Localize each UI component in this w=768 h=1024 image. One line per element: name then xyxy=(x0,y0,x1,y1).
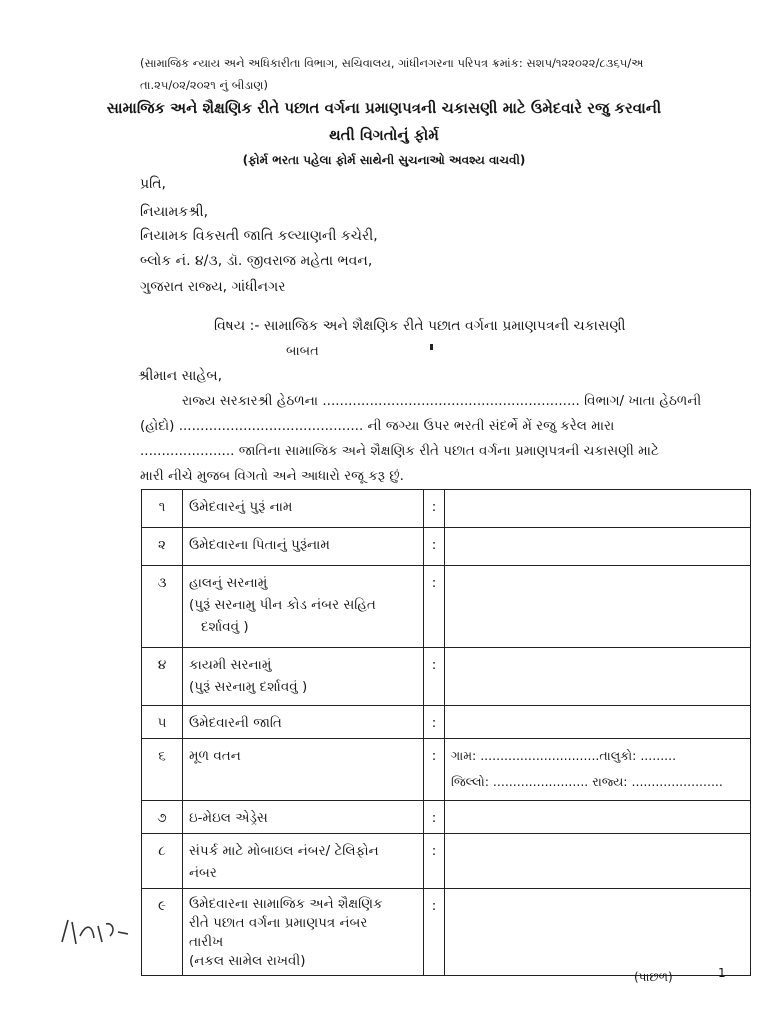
row-number: ૬ xyxy=(142,739,183,801)
row-label: ઉમેદવારની જાતિ xyxy=(183,706,424,739)
phone-field[interactable] xyxy=(445,834,751,889)
row-label-line: (પુરૂં સરનામુ દર્શાવવું ) xyxy=(189,679,308,695)
page-number: 1 xyxy=(718,966,726,980)
current-address-field[interactable] xyxy=(445,566,751,648)
table-row xyxy=(142,834,751,889)
row-label: ઉમેદવારનું પુરૂં નામ xyxy=(183,490,424,528)
table-row xyxy=(142,648,751,706)
turn-over-label: (પાછળ) xyxy=(634,970,673,984)
letter-paragraph-line-3: ...................... જાતિના સામાજિક અને શૈક્ષણિક રીતે પછાત વર્ગના પ્રમાણપત્રની ચકાસણી માટે xyxy=(140,443,659,459)
row-number: ૯ xyxy=(142,889,183,976)
table-row xyxy=(142,566,751,648)
row-number: ૭ xyxy=(142,801,183,834)
row-number: ૩ xyxy=(142,566,183,648)
full-name-field[interactable] xyxy=(445,490,751,528)
father-name-field[interactable] xyxy=(445,528,751,566)
letter-paragraph-line-2: (હોદો) ........................................... ની જગ્યા ઉપર ભરતી સંદર્ભે મેં રજુ કરેલ મારા xyxy=(140,418,615,434)
row-label: મૂળ વતન xyxy=(183,739,424,801)
handwritten-mark xyxy=(58,912,134,952)
address-line-3: બ્લોક નં. ૪/૩, ડૉ. જીવરાજ મહેતા ભવન, xyxy=(140,253,373,269)
form-title-continued: થતી વિગતોનું ફોર્મ xyxy=(329,126,439,144)
circular-reference-date: તા.૨૫/૦૨/૨૦૨૧ નું બીડાણ) xyxy=(140,78,268,92)
address-line-2: નિયામક વિકસતી જાતિ કલ્યાણની કચેરી, xyxy=(140,228,378,244)
row-label-line: નંબર xyxy=(189,865,217,881)
form-title: સામાજિક અને શૈક્ષણિક રીતે પછાત વર્ગના પ્રમાણપત્રની ચકાસણી માટે ઉમેદવારે રજુ કરવાની xyxy=(106,99,662,117)
email-field[interactable] xyxy=(445,801,751,834)
row-label-line: રીતે પછાત વર્ગના પ્રમાણપત્ર નંબર xyxy=(189,915,368,931)
letter-paragraph-line-4: મારી નીચે મુજબ વિગતો અને આધારો રજૂ કરૂ છું. xyxy=(140,468,404,484)
row-number: ૪ xyxy=(142,648,183,706)
row-number: ૫ xyxy=(142,706,183,739)
row-colon: : xyxy=(424,739,445,801)
scan-mark xyxy=(430,344,433,350)
table-row xyxy=(142,739,751,801)
address-line-1: નિયામકશ્રી, xyxy=(140,204,209,220)
row-colon: : xyxy=(424,528,445,566)
district-state-line: જિલ્લો: ........................ રાજ્ય: ....................... xyxy=(451,774,723,789)
table-row xyxy=(142,801,751,834)
table-row xyxy=(142,889,751,976)
row-label-line: સંપર્ક માટે મોબાઇલ નંબર/ ટેલિફોન xyxy=(189,843,379,859)
row-label-line: (પુરૂં સરનામુ પીન કોડ નંબર સહિત xyxy=(189,597,376,613)
row-label-line: દર્શાવવું ) xyxy=(201,619,249,635)
row-colon: : xyxy=(424,889,445,976)
row-colon: : xyxy=(424,801,445,834)
row-label xyxy=(183,889,424,976)
circular-reference: (સામાજિક ન્યાય અને અધિકારીતા વિભાગ, સચિવાલય, ગાંધીનગરના પરિપત્ર ક્રમાંક: સશપ/૧૨૨૦૨૨/૮૩૬૫/અ xyxy=(140,56,644,70)
caste-field[interactable] xyxy=(445,706,751,739)
native-place-field[interactable] xyxy=(445,739,751,801)
row-label: ઇ-મેઇલ એડ્રેસ xyxy=(183,801,424,834)
row-number: ૨ xyxy=(142,528,183,566)
table-row xyxy=(142,490,751,528)
address-to: પ્રતિ, xyxy=(140,176,166,192)
table-row xyxy=(142,528,751,566)
row-number: ૮ xyxy=(142,834,183,889)
letter-paragraph-line-1: રાજ્ય સરકારશ્રી હેઠળના ............................................................ વિભાગ/ ખાતા હેઠળની xyxy=(182,393,702,409)
row-label-line: હાલનું સરનામું xyxy=(189,575,268,591)
subject-line: વિષય :- સામાજિક અને શૈક્ષણિક રીતે પછાત વર્ગના પ્રમાણપત્રની ચકાસણી xyxy=(214,318,626,334)
row-colon: : xyxy=(424,648,445,706)
salutation: શ્રીમાન સાહેબ, xyxy=(138,368,223,384)
village-taluka-line: ગામ: ..............................તાલુકો: ......... xyxy=(451,748,677,763)
row-colon: : xyxy=(424,834,445,889)
row-label-line: કાયમી સરનામું xyxy=(189,657,272,673)
row-colon: : xyxy=(424,706,445,739)
row-label xyxy=(183,834,424,889)
applicant-details-table xyxy=(141,489,751,976)
certificate-number-field[interactable] xyxy=(445,889,751,976)
address-line-4: ગુજરાત રાજ્ય, ગાંધીનગર xyxy=(140,279,286,295)
row-label: ઉમેદવારના પિતાનું પુરૂંનામ xyxy=(183,528,424,566)
row-label xyxy=(183,648,424,706)
permanent-address-field[interactable] xyxy=(445,648,751,706)
row-number: ૧ xyxy=(142,490,183,528)
row-colon: : xyxy=(424,566,445,648)
table-row xyxy=(142,706,751,739)
form-instruction: (ફોર્મ ભરતા પહેલા ફોર્મ સાથેની સુચનાઓ અવશ્ય વાચવી) xyxy=(242,153,526,167)
row-label xyxy=(183,566,424,648)
row-colon: : xyxy=(424,490,445,528)
row-label-line: ઉમેદવારના સામાજિક અને શૈક્ષણિક xyxy=(189,896,383,912)
row-label-line: (નકલ સામેલ રાખવી) xyxy=(189,953,306,969)
subject-line-continued: બાબત xyxy=(286,344,319,359)
row-label-line: તારીખ xyxy=(189,934,224,950)
